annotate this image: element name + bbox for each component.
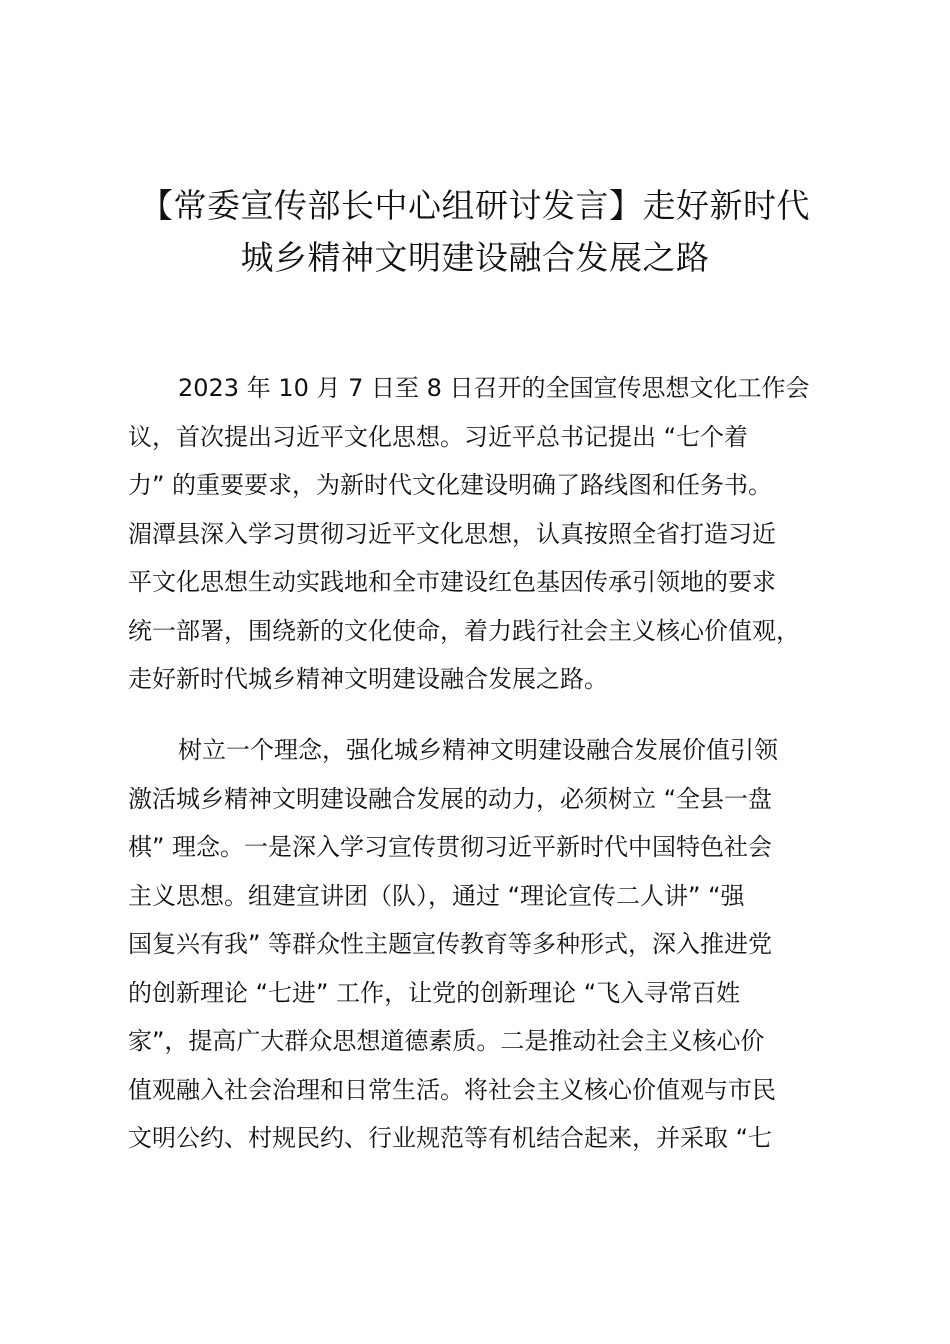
paragraph-line: 议，首次提出习近平文化思想。习近平总书记提出 “七个着 bbox=[128, 422, 749, 451]
paragraph-line: 树立一个理念，强化城乡精神文明建设融合发展价值引领 bbox=[178, 736, 778, 764]
paragraph-line: 的创新理论 “七进” 工作，让党的创新理论 “飞入寻常百姓 bbox=[128, 978, 741, 1007]
paragraph-concept bbox=[128, 726, 868, 1163]
paragraph-line: 走好新时代城乡精神文明建设融合发展之路。 bbox=[128, 665, 608, 693]
paragraph-line: 平文化思想生动实践地和全市建设红色基因传承引领地的要求 bbox=[128, 568, 776, 596]
paragraph-intro bbox=[128, 364, 868, 704]
paragraph-line: 家”，提高广大群众思想道德素质。二是推动社会主义核心价 bbox=[128, 1027, 765, 1055]
paragraph-line: 2023 年 10 月 7 日至 8 日召开的全国宣传思想文化工作会 bbox=[178, 374, 810, 402]
title-line: 城乡精神文明建设融合发展之路 bbox=[240, 238, 710, 277]
document-title bbox=[80, 180, 870, 284]
paragraph-line: 国复兴有我” 等群众性主题宣传教育等多种形式，深入推进党 bbox=[128, 930, 773, 958]
paragraph-line: 棋” 理念。一是深入学习宣传贯彻习近平新时代中国特色社会 bbox=[128, 833, 773, 861]
paragraph-line: 统一部署，围绕新的文化使命，着力践行社会主义核心价值观， bbox=[128, 616, 800, 645]
paragraph-line: 文明公约、村规民约、行业规范等有机结合起来，并采取 “七 bbox=[128, 1124, 773, 1152]
paragraph-line: 激活城乡精神文明建设融合发展的动力，必须树立 “全县一盘 bbox=[128, 784, 773, 813]
paragraph-line: 力” 的重要要求，为新时代文化建设明确了路线图和任务书。 bbox=[128, 471, 773, 499]
title-line: 【常委宣传部长中心组研讨发言】走好新时代 bbox=[140, 186, 810, 225]
paragraph-line: 主义思想。组建宣讲团（队），通过 “理论宣传二人讲” “强 bbox=[128, 881, 745, 910]
paragraph-line: 湄潭县深入学习贯彻习近平文化思想，认真按照全省打造习近 bbox=[128, 519, 776, 548]
paragraph-line: 值观融入社会治理和日常生活。将社会主义核心价值观与市民 bbox=[128, 1075, 776, 1104]
